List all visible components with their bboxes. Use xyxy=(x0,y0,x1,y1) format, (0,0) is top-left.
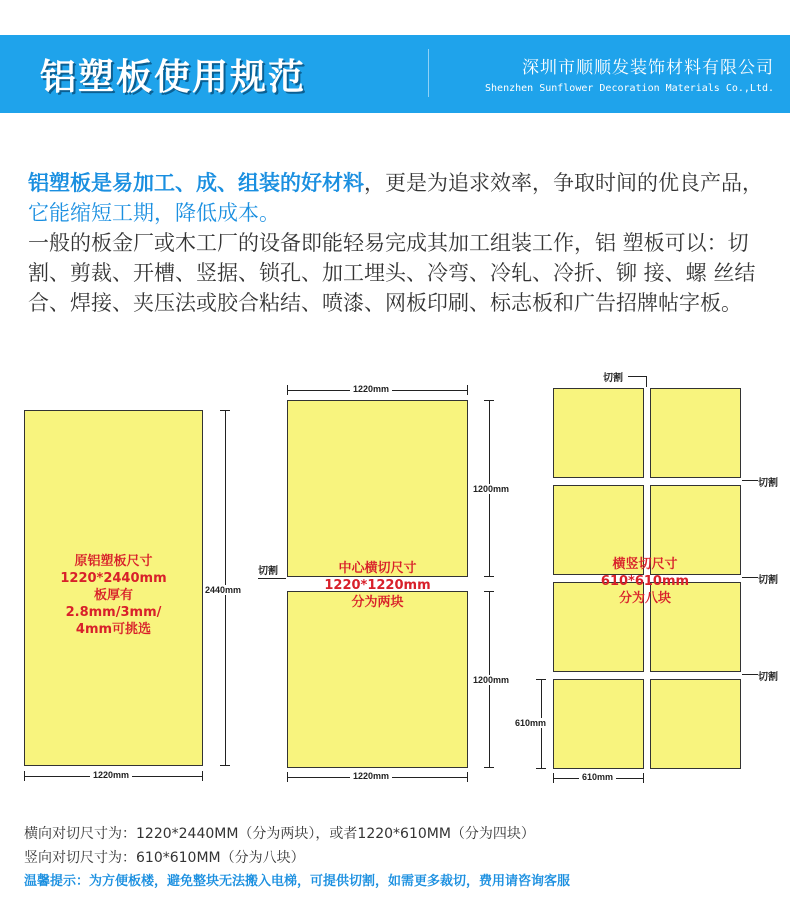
width-label: 1220mm xyxy=(90,770,132,780)
full-board-line-2: 1220*2440mm xyxy=(60,571,167,586)
cut-arrow-3 xyxy=(742,674,758,675)
upper-height-tick-bottom xyxy=(484,576,494,577)
top-width-tick-left xyxy=(287,385,288,395)
cut-label-3: 切割 xyxy=(758,672,778,683)
header-banner xyxy=(0,35,790,113)
page-title: 铝塑板使用规范 xyxy=(40,57,307,98)
side-tick-top xyxy=(536,679,546,680)
bottom-width-tick-left xyxy=(287,772,288,782)
height-label: 2440mm xyxy=(205,585,242,595)
cut-arrow-1 xyxy=(742,480,758,481)
top-cut-label: 切割 xyxy=(603,373,623,384)
piece-1 xyxy=(553,388,644,478)
upper-half-board xyxy=(287,400,468,577)
side-label: 610mm xyxy=(515,718,547,728)
top-cut-arrow-h xyxy=(628,376,646,377)
full-board-line-5: 4mm可挑选 xyxy=(75,622,152,637)
center-cut-line-3: 分为两块 xyxy=(351,595,404,610)
eight-pieces-line-2: 610*610mm xyxy=(600,574,690,589)
company-name-cn: 深圳市顺顺发装饰材料有限公司 xyxy=(522,58,774,78)
center-cut-line-2: 1220*1220mm xyxy=(324,578,431,593)
top-width-label: 1220mm xyxy=(350,384,392,394)
intro-paragraph-2: 一般的板金厂或木工厂的设备即能轻易完成其加工组装工作，铝 塑板可以：切割、剪裁、开槽、竖据、锁孔、加工埋头、冷弯、冷轧、冷折、铆 接、螺 丝结合、焊接、夹压法或胶合粘结、喷漆、网板印刷、标志板和广告招牌帖字板。 xyxy=(28,231,756,315)
bottom-width-tick-right xyxy=(467,772,468,782)
notes xyxy=(24,822,570,894)
bottom-label: 610mm xyxy=(579,772,616,782)
bottom-width-label: 1220mm xyxy=(350,771,392,781)
piece-2 xyxy=(650,388,741,478)
cut-arrow-2 xyxy=(742,577,758,578)
full-board-line-3: 板厚有 xyxy=(93,588,133,603)
center-cut-line-1: 中心横切尺寸 xyxy=(338,561,417,576)
note-line-1: 横向对切尺寸为：1220*2440MM（分为两块），或者1220*610MM（分为四块） xyxy=(24,826,535,842)
full-board-line-4: 2.8mm/3mm/ xyxy=(65,605,162,620)
side-tick-bottom xyxy=(536,768,546,769)
lower-half-board xyxy=(287,591,468,768)
bottom-tick-right xyxy=(643,773,644,783)
eight-pieces-text xyxy=(570,556,720,607)
lower-height-tick-bottom xyxy=(484,767,494,768)
full-board-line-1: 原铝塑板尺寸 xyxy=(74,554,153,569)
eight-pieces-line-1: 横竖切尺寸 xyxy=(612,557,678,572)
intro-text-1: ，更是为追求效率，争取时间的优良产品， xyxy=(364,171,763,195)
width-tick-right xyxy=(202,771,203,781)
lower-height-label: 1200mm xyxy=(473,675,510,685)
lower-height-tick-top xyxy=(484,591,494,592)
top-cut-arrow-v xyxy=(646,376,647,387)
cut-label: 切割 xyxy=(258,566,278,577)
height-tick-top xyxy=(220,410,230,411)
intro-highlight-2: 它能缩短工期，降低成本。 xyxy=(28,201,280,225)
warm-tip: 温馨提示：为方便板楼，避免整块无法搬入电梯，可提供切割，如需更多裁切，费用请咨询客服 xyxy=(24,874,571,889)
bottom-tick-left xyxy=(553,773,554,783)
company-name-en: Shenzhen Sunflower Decoration Materials Co.,Ltd. xyxy=(485,83,774,94)
center-cut-text xyxy=(287,560,468,611)
piece-7 xyxy=(553,679,644,769)
intro-paragraph-1 xyxy=(28,168,778,228)
eight-pieces-line-3: 分为八块 xyxy=(618,591,671,606)
banner-divider xyxy=(428,49,429,97)
height-tick-bottom xyxy=(220,765,230,766)
full-board-text xyxy=(24,553,203,638)
top-width-tick-right xyxy=(467,385,468,395)
width-tick-left xyxy=(24,771,25,781)
cut-label-2: 切割 xyxy=(758,575,778,586)
upper-height-tick-top xyxy=(484,400,494,401)
upper-height-label: 1200mm xyxy=(473,484,510,494)
cut-label-1: 切割 xyxy=(758,478,778,489)
piece-8 xyxy=(650,679,741,769)
note-line-2: 竖向对切尺寸为：610*610MM（分为八块） xyxy=(24,850,305,866)
cut-arrow xyxy=(258,578,286,579)
intro-highlight: 铝塑板是易加工、成、组装的好材料 xyxy=(28,171,364,195)
intro-text xyxy=(28,168,778,318)
